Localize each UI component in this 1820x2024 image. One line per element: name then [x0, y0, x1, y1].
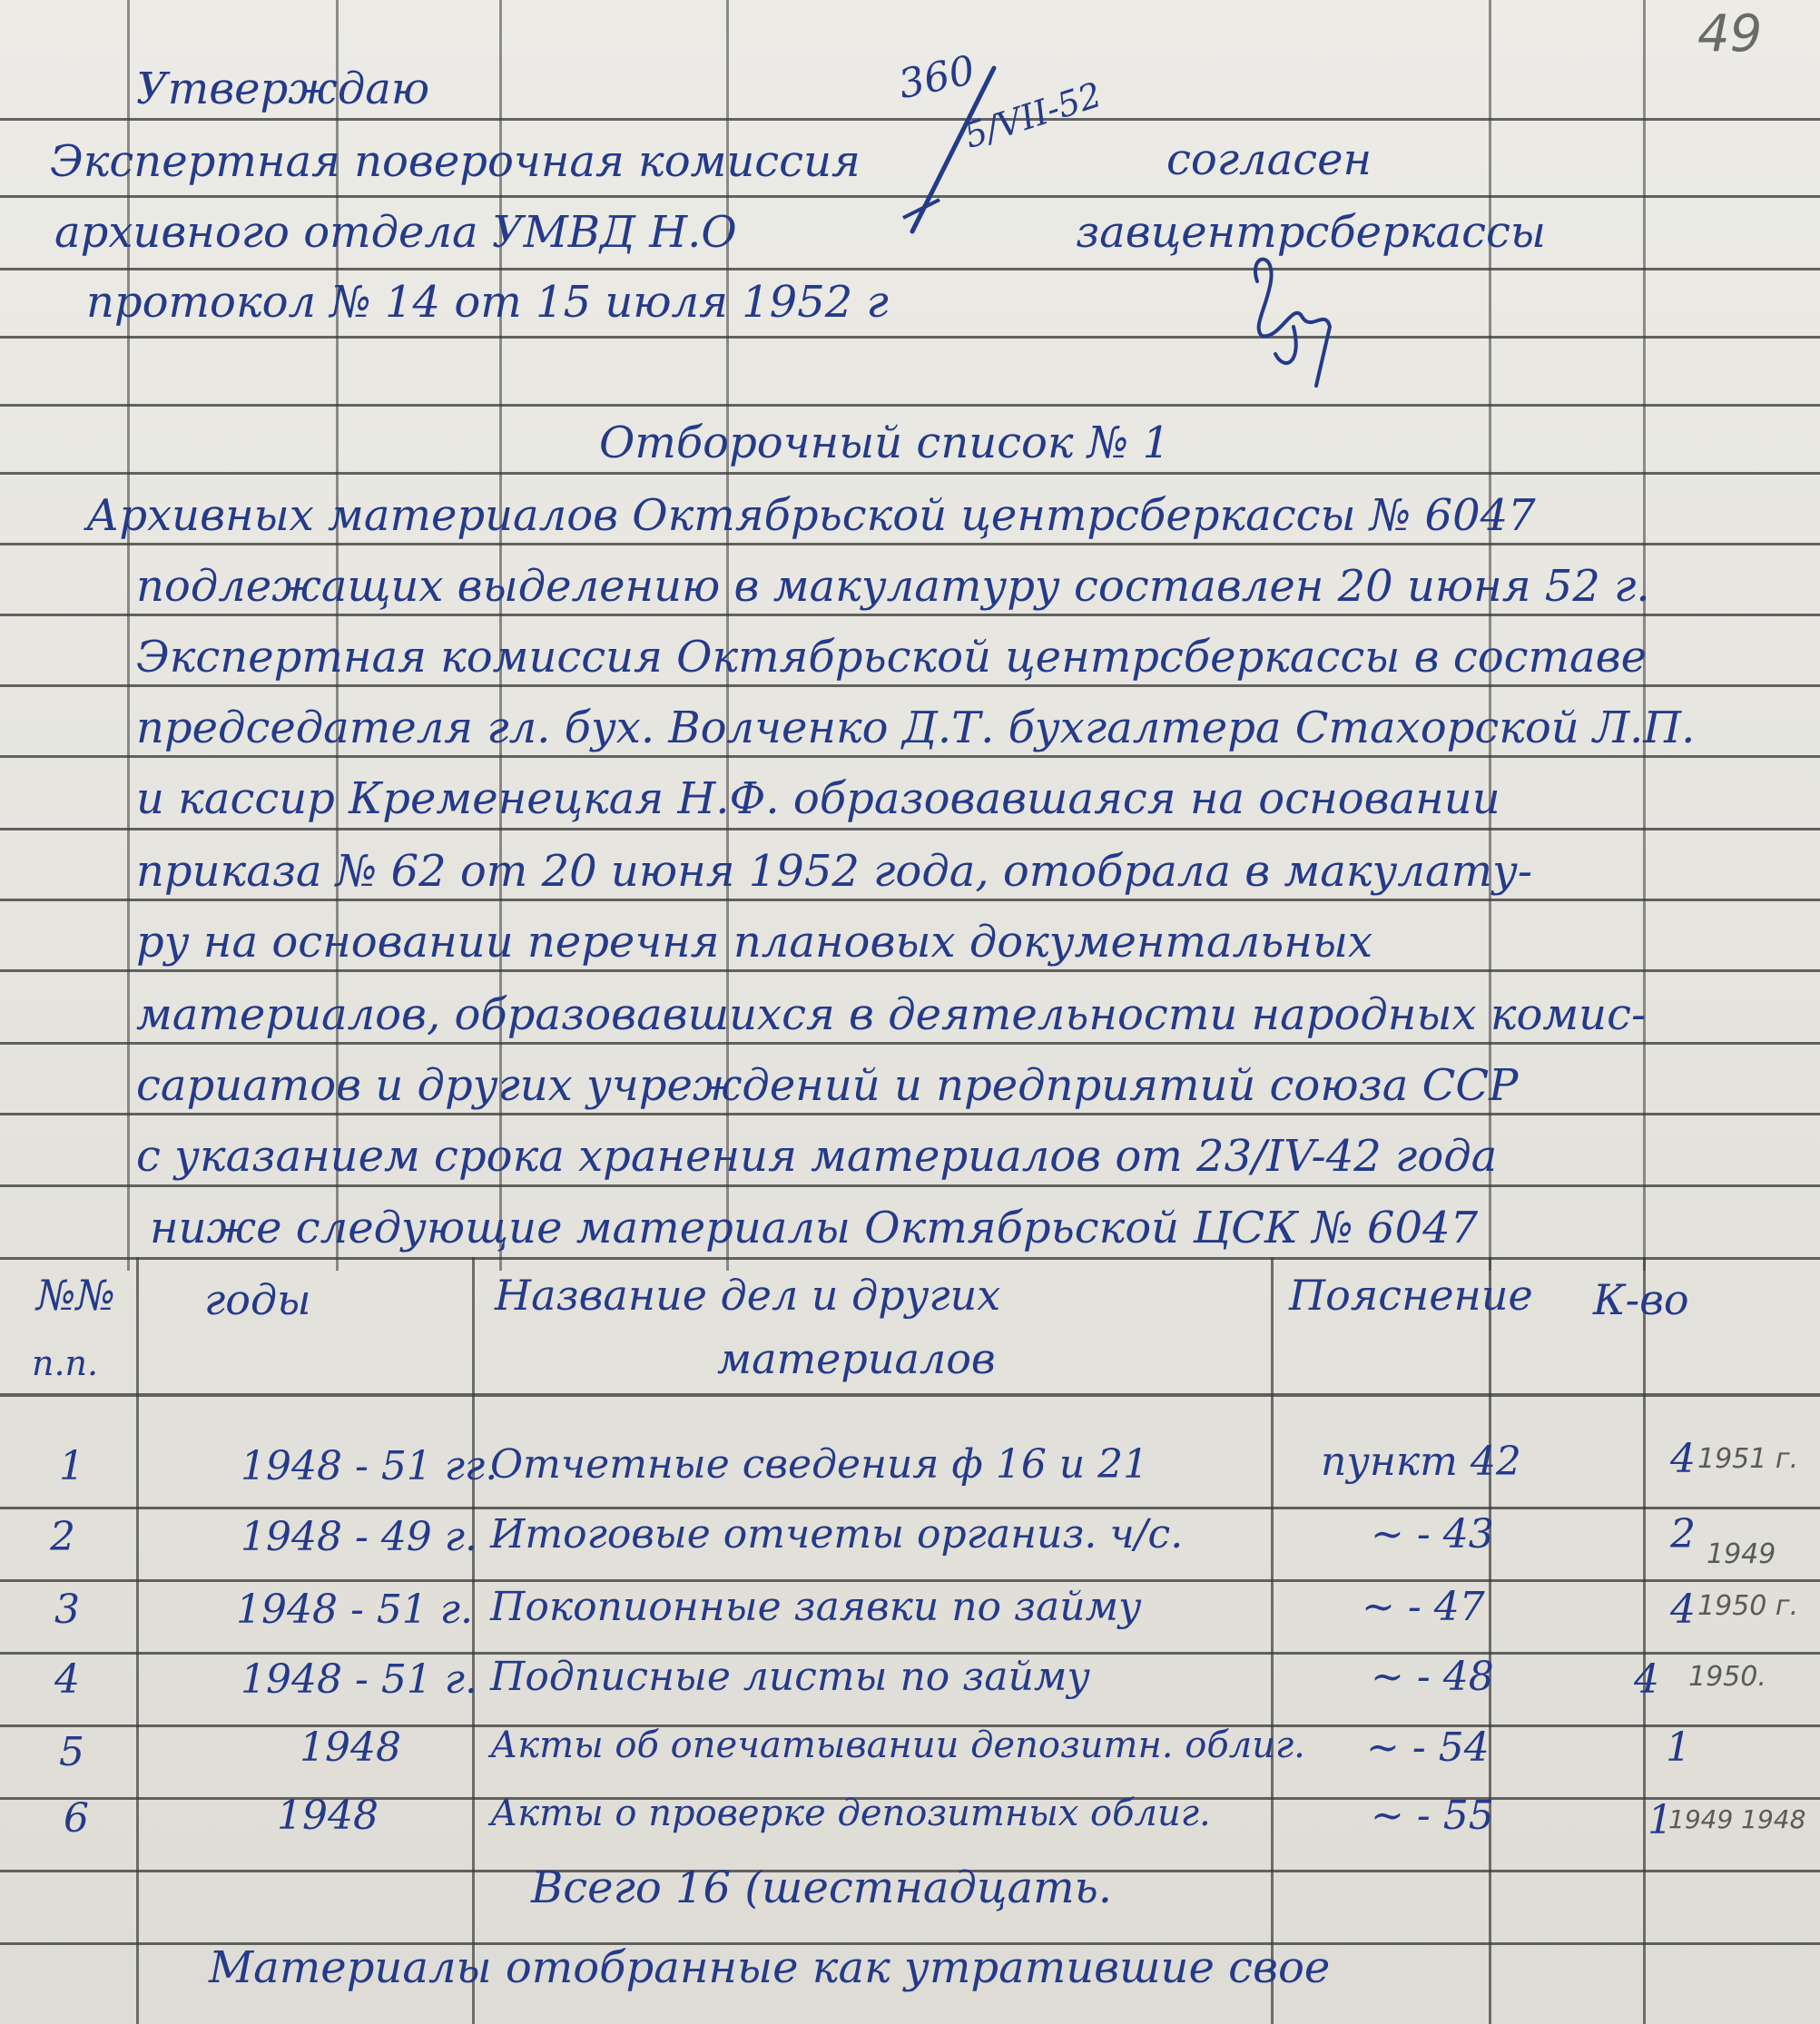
table-column-rule	[1643, 1257, 1646, 2024]
column-header-note: Пояснение	[1289, 1271, 1533, 1320]
resolution-date: 5/VII-52	[959, 74, 1107, 156]
body-line: с указанием срока хранения материалов от 23/IV-42 года	[136, 1131, 1498, 1182]
approval-department: архивного отдела УМВД Н.О	[54, 207, 737, 258]
row-name: Подписные листы по займу	[490, 1654, 1090, 1700]
table-column-rule	[472, 1257, 475, 2024]
row-number: 3	[54, 1587, 80, 1633]
rule-line	[0, 1579, 1820, 1582]
rule-line	[0, 543, 1820, 545]
row-pencil-note: 1950 г.	[1697, 1590, 1799, 1622]
column-rule	[127, 0, 130, 1271]
row-years: 1948	[300, 1724, 401, 1771]
rule-line	[0, 1184, 1820, 1187]
agreement-word: согласен	[1166, 134, 1372, 185]
row-name: Покопионные заявки по займу	[490, 1584, 1142, 1630]
row-pencil-note: 1949 1948	[1668, 1804, 1806, 1834]
table-header-rule	[0, 1393, 1820, 1397]
row-name: Отчетные сведения ф 16 и 21	[490, 1441, 1149, 1488]
body-line: ру на основании перечня плановых документальных	[136, 917, 1373, 968]
row-years: 1948 - 51 г.	[241, 1656, 478, 1703]
row-number: 1	[59, 1443, 84, 1489]
rule-line	[0, 404, 1820, 407]
rule-line	[0, 614, 1820, 616]
rule-line	[0, 755, 1820, 758]
row-years: 1948 - 51 г.	[236, 1587, 474, 1633]
body-line: и кассир Кременецкая Н.Ф. образовавшаяся на основании	[136, 773, 1500, 824]
body-line: ниже следующие материалы Октябрьской ЦСК № 6047	[150, 1203, 1479, 1253]
rule-line	[0, 1113, 1820, 1115]
resolution-slash	[885, 50, 1085, 259]
rule-line	[0, 472, 1820, 475]
body-line: Архивных материалов Октябрьской центрсберкассы № 6047	[86, 490, 1536, 541]
table-total: Всего 16 (шестнадцать.	[531, 1862, 1112, 1913]
table-column-rule	[1489, 1257, 1491, 2024]
row-years: 1948	[277, 1793, 379, 1839]
row-name: Акты об опечатывании депозитн. облиг.	[490, 1724, 1305, 1766]
body-line: председателя гл. бух. Волченко Д.Т. бухгалтера Стахорской Л.П.	[136, 703, 1696, 753]
resolution-number: 360	[894, 46, 979, 109]
column-header-quantity: К-во	[1593, 1275, 1689, 1324]
row-note: ~ - 55	[1371, 1793, 1494, 1839]
row-number: 5	[59, 1729, 84, 1775]
row-quantity: 2	[1670, 1511, 1696, 1557]
row-name: Итоговые отчеты организ. ч/с.	[490, 1511, 1184, 1557]
row-note: ~ - 47	[1362, 1584, 1485, 1630]
rule-line	[0, 1507, 1820, 1509]
row-number: 4	[54, 1656, 80, 1703]
rule-line	[0, 969, 1820, 972]
signature-image	[1239, 245, 1348, 390]
body-line: сариатов и других учреждений и предприятий союза ССР	[136, 1060, 1519, 1111]
row-name: Акты о проверке депозитных облиг.	[490, 1793, 1211, 1834]
body-line: материалов, образовавшихся в деятельности народных комис-	[136, 989, 1647, 1040]
row-note: ~ - 48	[1371, 1654, 1494, 1700]
row-note: пункт 42	[1321, 1439, 1521, 1485]
approval-heading: Утверждаю	[136, 64, 430, 114]
document-title: Отборочный список № 1	[599, 418, 1171, 468]
column-header-name-sub: материалов	[717, 1334, 996, 1383]
row-number: 6	[64, 1795, 89, 1842]
body-line: подлежащих выделению в макулатуру составлен 20 июня 52 г.	[136, 561, 1650, 612]
rule-line	[0, 899, 1820, 901]
row-note: ~ - 54	[1366, 1724, 1490, 1771]
page-number: 49	[1697, 5, 1763, 64]
body-line: Экспертная комиссия Октябрьской центрсберкассы в составе	[136, 632, 1647, 683]
row-pencil-note: 1950.	[1688, 1661, 1766, 1693]
row-note: ~ - 43	[1371, 1511, 1494, 1557]
approval-commission: Экспертная поверочная комиссия	[50, 136, 861, 187]
agreement-position: завцентрсберкассы	[1076, 207, 1546, 258]
column-header-number: №№	[36, 1271, 116, 1320]
row-quantity: 1	[1666, 1724, 1691, 1771]
rule-line	[0, 1257, 1820, 1260]
rule-line	[0, 684, 1820, 687]
body-line: приказа № 62 от 20 июня 1952 года, отобрала в макулату-	[136, 846, 1533, 897]
row-years: 1948 - 49 г.	[241, 1514, 478, 1560]
footer-text: Материалы отобранные как утратившие свое	[209, 1942, 1331, 1993]
rule-line	[0, 1042, 1820, 1045]
row-quantity: 1	[1648, 1797, 1673, 1843]
rule-line	[0, 828, 1820, 830]
table-column-rule	[1271, 1257, 1274, 2024]
column-header-name: Название дел и других	[495, 1271, 1001, 1320]
row-years: 1948 - 51 гг.	[241, 1443, 498, 1489]
row-quantity: 4	[1670, 1436, 1696, 1482]
approval-protocol: протокол № 14 от 15 июля 1952 г	[86, 277, 889, 328]
row-number: 2	[50, 1514, 75, 1560]
row-quantity: 4	[1670, 1587, 1696, 1633]
column-header-years: годы	[204, 1275, 311, 1324]
rule-line	[0, 336, 1820, 339]
row-pencil-note: 1949	[1707, 1538, 1776, 1570]
rule-line	[0, 268, 1820, 270]
row-quantity: 4	[1634, 1656, 1659, 1703]
table-column-rule	[136, 1257, 139, 2024]
row-pencil-note: 1951 г.	[1697, 1443, 1799, 1475]
column-header-number-sub: п.п.	[32, 1343, 99, 1383]
